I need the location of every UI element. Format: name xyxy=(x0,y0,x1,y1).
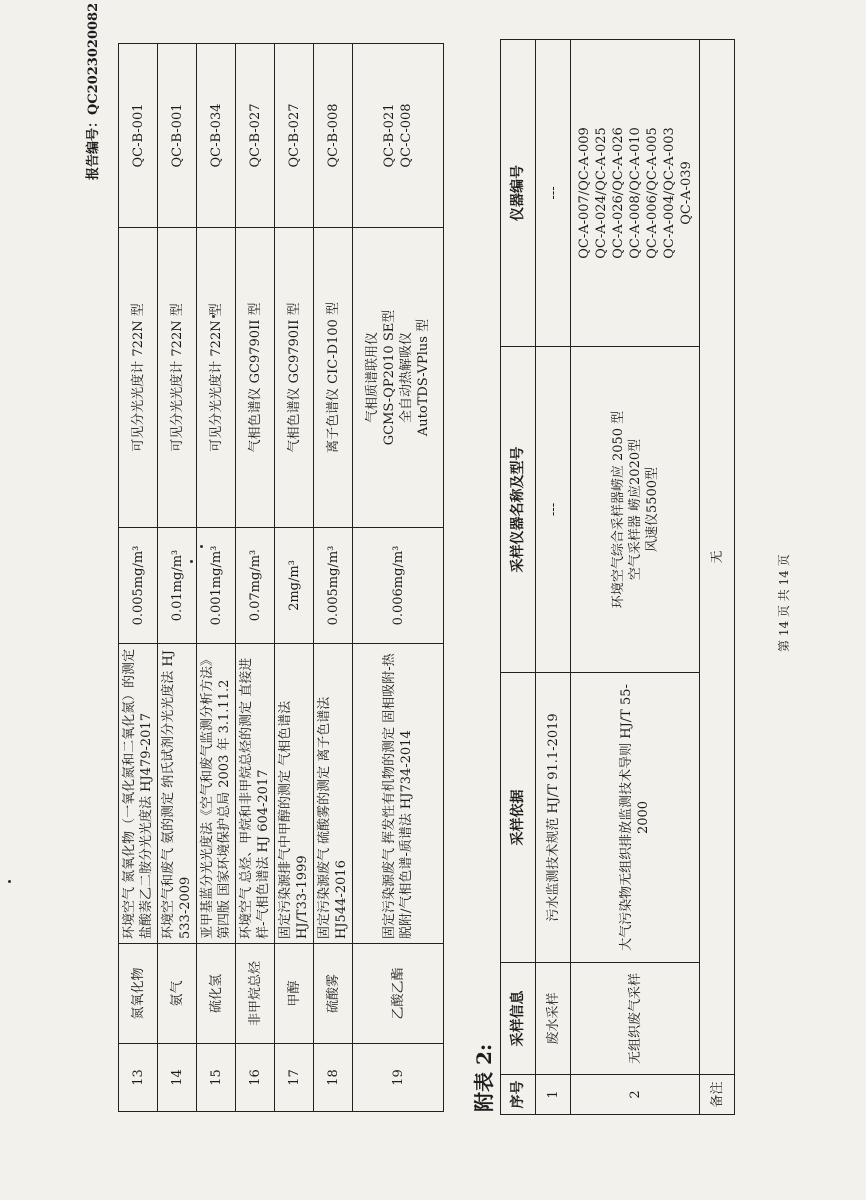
item-name: 甲醇 xyxy=(275,944,314,1044)
detection-limit: 0.07mg/m³ xyxy=(236,528,275,644)
method-standard: 固定污染源废气 硫酸雾的测定 离子色谱法 HJ544-2016 xyxy=(314,644,353,944)
method-standard: 固定污染源排气中甲醇的测定 气相色谱法 HJ/T33-1999 xyxy=(275,644,314,944)
sampling-instrument xyxy=(571,347,700,673)
instrument-code-line: QC-B-001 xyxy=(130,103,146,168)
instrument-name xyxy=(197,228,236,528)
instrument-name-line: 可见分光光度计 722N 型 xyxy=(130,303,146,452)
instrument-name xyxy=(275,228,314,528)
instrument-code-line: QC-A-006/QC-A-005 xyxy=(644,127,660,259)
table-row xyxy=(236,44,275,1112)
instrument-name xyxy=(236,228,275,528)
method-standard: 亚甲基蓝分光光度法《空气和废气监测分析方法》第四版 国家环境保护总局 2003 年 3.1.11.2 xyxy=(197,644,236,944)
sampling-info: 废水采样 xyxy=(536,963,571,1075)
instrument-code-line: QC-B-027 xyxy=(247,103,263,168)
table-row xyxy=(275,44,314,1112)
row-number: 14 xyxy=(158,1044,197,1112)
instrument-code xyxy=(536,40,571,347)
instrument-name xyxy=(314,228,353,528)
instrument-code xyxy=(197,44,236,228)
detection-limit: 0.005mg/m³ xyxy=(119,528,158,644)
item-name: 氮氧化物 xyxy=(119,944,158,1044)
row-number: 15 xyxy=(197,1044,236,1112)
header-no: 序号 xyxy=(501,1075,536,1115)
method-standard: 环境空气 总烃、甲烷和非甲烷总烃的测定 直接进样-气相色谱法 HJ 604-2017 xyxy=(236,644,275,944)
instrument-name-line: 可见分光光度计 722N 型 xyxy=(208,303,224,452)
method-standard: 环境空气和废气 氨的测定 纳氏试剂分光光度法 HJ 533-2009 xyxy=(158,644,197,944)
row-number: 13 xyxy=(119,1044,158,1112)
sampling-info: 无组织废气采样 xyxy=(571,963,700,1075)
row-number: 16 xyxy=(236,1044,275,1112)
instrument-code-line: QC-B-027 xyxy=(286,103,302,168)
table-row xyxy=(197,44,236,1112)
instrument-code-line: QC-B-008 xyxy=(325,103,341,168)
method-standard: 环境空气 氮氧化物（一氧化氮和二氧化氮）的测定 盐酸萘乙二胺分光光度法 HJ479-2017 xyxy=(119,644,158,944)
instrument-name-line: 气相质谱联用仪 xyxy=(365,332,380,424)
sampling-basis: 污水监测技术规范 HJ/T 91.1-2019 xyxy=(536,673,571,963)
instrument-code xyxy=(158,44,197,228)
sampling-instrument-line: 环境空气综合采样器崂应 2050 型 xyxy=(610,410,626,609)
table-row xyxy=(571,40,700,1115)
instrument-name xyxy=(353,228,444,528)
instrument-name-line: 可见分光光度计 722N 型 xyxy=(169,303,185,452)
instrument-code-line: QC-B-021 xyxy=(382,103,397,168)
instrument-code-line: QC-A-004/QC-A-003 xyxy=(661,127,677,259)
row-number: 17 xyxy=(275,1044,314,1112)
sampling-instrument xyxy=(536,347,571,673)
instrument-code-line: QC-A-024/QC-A-025 xyxy=(593,127,609,259)
instrument-code xyxy=(571,40,700,347)
instrument-name-line: 气相色谱仪 GC9790II 型 xyxy=(286,302,302,453)
instrument-name-line: GCMS-QP2010 SE型 xyxy=(382,309,397,446)
detection-limit: 2mg/m³ xyxy=(275,528,314,644)
appendix-2-title: 附表 2: xyxy=(472,1043,496,1112)
item-name: 硫化氢 xyxy=(197,944,236,1044)
row-number: 19 xyxy=(353,1044,444,1112)
table-row xyxy=(119,44,158,1112)
item-name: 非甲烷总烃 xyxy=(236,944,275,1044)
table-row xyxy=(314,44,353,1112)
sampling-instrument-line: 风速仪5500型 xyxy=(644,466,660,553)
instrument-code-line: --- xyxy=(545,186,561,200)
page-number: 第 14 页 共 14 页 xyxy=(777,554,791,652)
instrument-code xyxy=(236,44,275,228)
item-name: 氨气 xyxy=(158,944,197,1044)
instrument-code-line: QC-B-001 xyxy=(169,103,185,168)
header-info: 采样信息 xyxy=(501,963,536,1075)
instrument-code xyxy=(353,44,444,228)
sampling-table xyxy=(500,39,735,1115)
instrument-code xyxy=(314,44,353,228)
instrument-code-line: QC-C-008 xyxy=(399,103,414,168)
table-row xyxy=(353,44,444,1112)
detection-limit: 0.001mg/m³ xyxy=(197,528,236,644)
instrument-name-line: 离子色谱仪 CIC-D100 型 xyxy=(325,302,341,453)
instrument-name-line: 全自动热解吸仪 xyxy=(399,332,414,424)
instrument-name-line: AutoTDS-VPlus 型 xyxy=(416,318,431,437)
instrument-code xyxy=(275,44,314,228)
sampling-basis: 大气污染物无组织排放监测技术导则 HJ/T 55-2000 xyxy=(571,673,700,963)
item-name: 硫酸雾 xyxy=(314,944,353,1044)
method-standard: 固定污染源废气 挥发性有机物的测定 固相吸附-热脱附/气相色谱-质谱法 HJ734-2014 xyxy=(353,644,444,944)
table-row xyxy=(536,40,571,1115)
row-number: 18 xyxy=(314,1044,353,1112)
item-name: 乙酸乙酯 xyxy=(353,944,444,1044)
sampling-instrument-line: --- xyxy=(545,502,561,517)
instrument-code-line: QC-A-026/QC-A-026 xyxy=(610,127,626,259)
methods-table xyxy=(118,43,444,1112)
instrument-code-line: QC-B-034 xyxy=(208,103,224,168)
row-number: 2 xyxy=(571,1075,700,1115)
remark-label: 备注 xyxy=(700,1075,735,1115)
instrument-name-line: 气相色谱仪 GC9790II 型 xyxy=(247,302,263,453)
instrument-code-line: QC-A-039 xyxy=(678,161,694,225)
table-row xyxy=(158,44,197,1112)
detection-limit: 0.01mg/m³ xyxy=(158,528,197,644)
instrument-name xyxy=(158,228,197,528)
header-basis: 采样依据 xyxy=(501,673,536,963)
header-code: 仪器编号 xyxy=(501,40,536,347)
report-number: 报告编号：QC2023020082 xyxy=(86,2,101,180)
remark-value: 无 xyxy=(700,40,735,1075)
instrument-code xyxy=(119,44,158,228)
detection-limit: 0.005mg/m³ xyxy=(314,528,353,644)
header-instrument: 采样仪器名称及型号 xyxy=(501,347,536,673)
instrument-code-line: QC-A-008/QC-A-010 xyxy=(627,127,643,259)
row-number: 1 xyxy=(536,1075,571,1115)
instrument-code-line: QC-A-007/QC-A-009 xyxy=(576,127,592,259)
instrument-name xyxy=(119,228,158,528)
sampling-instrument-line: 空气采样器 崂应2020型 xyxy=(627,438,643,581)
detection-limit: 0.006mg/m³ xyxy=(353,528,444,644)
